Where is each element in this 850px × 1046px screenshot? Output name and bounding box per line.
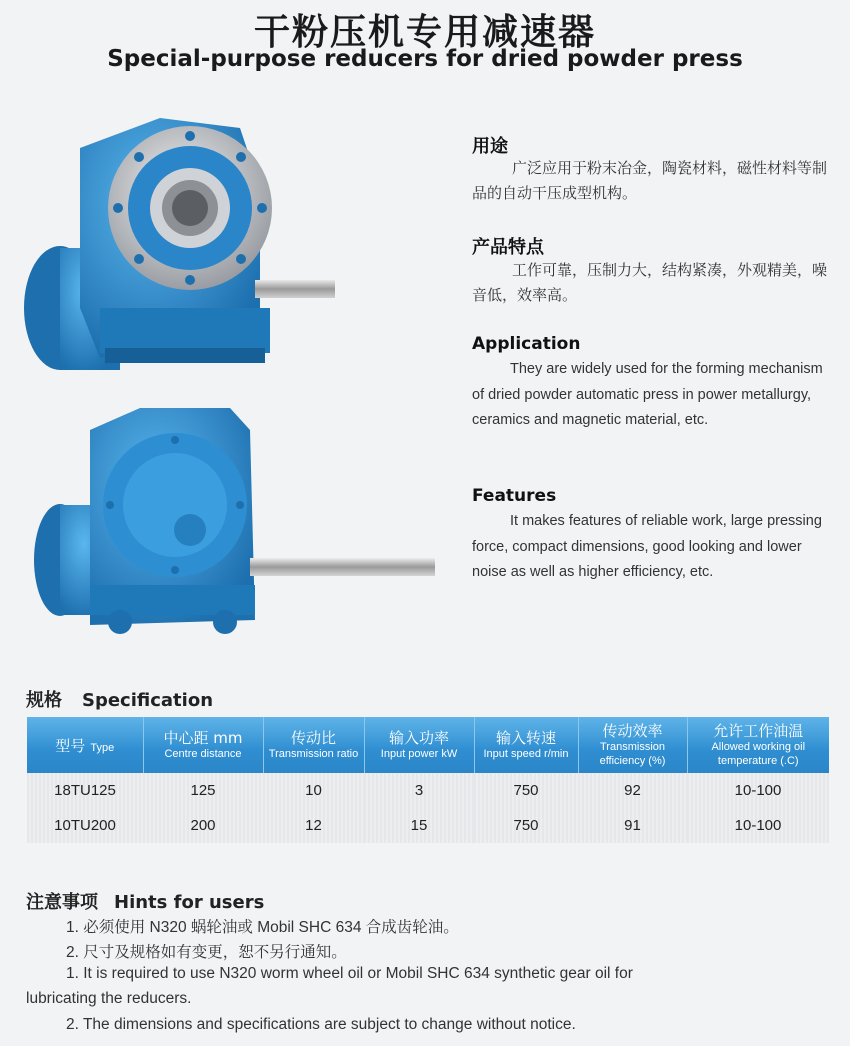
column-header-en: Centre distance <box>164 748 242 760</box>
column-header-ratio <box>263 717 364 773</box>
table-cell: 200 <box>143 808 263 843</box>
hints-heading-cn: 注意事项 <box>26 892 98 913</box>
hint-item: 1. It is required to use N320 worm wheel oil or Mobil SHC 634 synthetic gear oil for <box>66 965 633 982</box>
column-header-en: Input speed r/min <box>483 748 569 760</box>
specification-heading <box>26 686 213 712</box>
column-header-en: Allowed working oil temperature (.C) <box>711 741 806 767</box>
reducer-photo-top <box>20 108 340 376</box>
hints-heading-en: Hints for users <box>114 892 265 913</box>
column-header-efficiency <box>578 717 687 773</box>
column-header-cn: 中心距 mm <box>163 729 243 747</box>
table-cell: 92 <box>578 773 687 808</box>
specification-heading-cn: 规格 <box>26 690 62 711</box>
table-cell: 750 <box>474 808 578 843</box>
table-header-row <box>27 717 829 773</box>
column-header-cn: 传动效率 <box>602 722 663 740</box>
table-cell: 15 <box>364 808 474 843</box>
column-header-type <box>27 717 143 773</box>
specification-table <box>27 717 829 843</box>
page-title-en: Special-purpose reducers for dried powder press <box>107 46 743 72</box>
table-row <box>27 773 829 808</box>
table-cell: 12 <box>263 808 364 843</box>
features-en-heading: Features <box>472 486 557 506</box>
application-text: They are widely used for the forming mechanism of dried powder automatic press in power metallurgy, ceramics and magnetic material, etc. <box>472 361 823 428</box>
features-cn-text: 工作可靠，压制力大，结构紧凑，外观精美，噪音低，效率高。 <box>472 261 828 304</box>
application-heading: Application <box>472 334 581 354</box>
column-header-oil-temperature <box>687 717 829 773</box>
column-header-cn: 输入转速 <box>495 729 556 747</box>
column-header-en: Type <box>90 741 115 754</box>
table-cell: 91 <box>578 808 687 843</box>
column-header-input-power <box>364 717 474 773</box>
table-cell: 125 <box>143 773 263 808</box>
hint-item: 2. 尺寸及规格如有变更，恕不另行通知。 <box>66 944 347 961</box>
column-header-centre-distance <box>143 717 263 773</box>
features-en-text: It makes features of reliable work, large pressing force, compact dimensions, good looking and lower noise as well as higher efficiency, etc. <box>472 513 822 580</box>
column-header-cn: 输入功率 <box>388 729 449 747</box>
hints-heading <box>26 888 264 914</box>
column-header-en: Input power kW <box>380 748 458 760</box>
usage-heading: 用途 <box>472 136 508 157</box>
table-cell: 10TU200 <box>27 808 143 843</box>
table-cell: 10-100 <box>687 773 829 808</box>
column-header-cn: 型号 <box>55 736 86 755</box>
column-header-input-speed <box>474 717 578 773</box>
features-cn-heading: 产品特点 <box>472 237 544 258</box>
table-cell: 10-100 <box>687 808 829 843</box>
hint-item: lubricating the reducers. <box>26 990 192 1007</box>
table-row <box>27 808 829 843</box>
specification-heading-en: Specification <box>82 690 214 711</box>
column-header-cn: 传动比 <box>290 729 336 747</box>
column-header-en: Transmission efficiency (%) <box>599 741 666 767</box>
table-cell: 3 <box>364 773 474 808</box>
table-cell: 750 <box>474 773 578 808</box>
hint-item: 1. 必须使用 N320 蜗轮油或 Mobil SHC 634 合成齿轮油。 <box>66 919 459 936</box>
hint-item: 2. The dimensions and specifications are subject to change without notice. <box>66 1016 576 1033</box>
column-header-en: Transmission ratio <box>268 748 359 760</box>
table-cell: 18TU125 <box>27 773 143 808</box>
reducer-photo-bottom <box>30 400 440 640</box>
usage-text: 广泛应用于粉末冶金，陶瓷材料，磁性材料等制品的自动干压成型机构。 <box>472 159 828 202</box>
table-cell: 10 <box>263 773 364 808</box>
page-title-cn: 干粉压机专用减速器 <box>253 12 596 53</box>
column-header-cn: 允许工作油温 <box>713 722 804 740</box>
